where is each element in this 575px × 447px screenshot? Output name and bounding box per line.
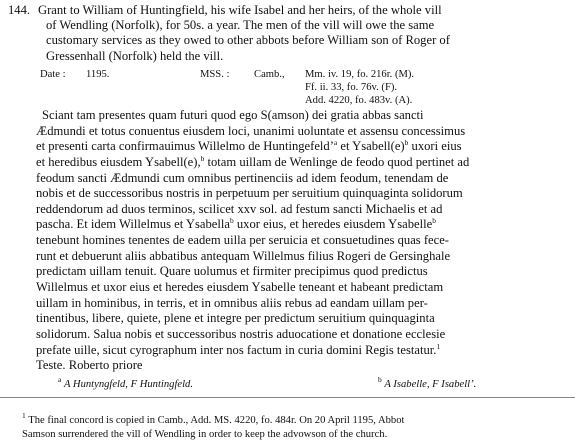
text-segment: et Ysabell(e) bbox=[337, 139, 405, 154]
text-segment: uxor eius, et heredes eiusdem Ysabelle bbox=[233, 217, 433, 232]
text-line bbox=[36, 155, 568, 171]
footnote-line bbox=[22, 428, 404, 442]
text-line bbox=[36, 171, 568, 187]
variant-mark: a bbox=[333, 138, 338, 148]
mss-entry: Mm. iv. 19, fo. 216r. (M). bbox=[305, 69, 415, 80]
text-line bbox=[36, 186, 568, 202]
entry-number: 144. bbox=[8, 3, 31, 17]
footnote-number: 1 bbox=[22, 411, 26, 420]
text-line bbox=[36, 108, 568, 124]
text-segment: predictam uillam tenuit. Quare uolumus et firmiter precipimus quod predictus bbox=[36, 264, 428, 279]
variant-note-text: A Isabelle, F Isabell’. bbox=[384, 379, 477, 390]
variant-note-mark: a bbox=[58, 375, 62, 384]
heading-line bbox=[8, 49, 570, 64]
text-segment: tenebunt homines tenentes de eadem uilla per seruicia et consuetudines quas fece- bbox=[36, 233, 449, 248]
heading-text: customary services as they owed to other abbots before William son of Roger of bbox=[46, 33, 450, 48]
text-segment: solidorum. Salua nobis et successoribus nostris aduocatione et donatione ecclesie bbox=[36, 326, 446, 341]
heading-line bbox=[8, 18, 570, 33]
footnote-text: The final concord is copied in Camb., Add. MS. 4220, fo. 484r. On 20 April 1195, Abbot bbox=[28, 415, 405, 426]
text-segment: prefate uille, sicut cyrographum inter nos factum in curia domini Regis testatur. bbox=[36, 342, 437, 357]
heading-line bbox=[8, 33, 570, 48]
text-line bbox=[36, 280, 568, 296]
mss-source: Camb., bbox=[254, 69, 285, 80]
heading-text: Grant to William of Huntingfield, his wife Isabel and her heirs, of the whole vill bbox=[38, 3, 442, 17]
variant-note-text: A Huntyngfeld, F Huntingfeld. bbox=[64, 379, 193, 390]
text-segment: et heredibus eiusdem Ysabell(e), bbox=[36, 154, 201, 169]
text-line bbox=[36, 311, 568, 327]
text-line bbox=[36, 124, 568, 140]
footnote-divider bbox=[0, 397, 575, 398]
mss-entry: Ff. ii. 33, fo. 76v. (F). bbox=[305, 82, 398, 93]
mss-label: MSS. : bbox=[200, 69, 230, 80]
variant-note-b bbox=[378, 375, 477, 392]
text-segment: uxori eius bbox=[408, 139, 462, 154]
text-line bbox=[36, 358, 568, 374]
heading-text: of Wendling (Norfolk), for 50s. a year. The men of the vill will owe the same bbox=[46, 18, 435, 33]
date-label: Date : bbox=[40, 69, 66, 80]
text-segment: runt et debuerunt aliis abbatibus antequam Willelmus filius Rogeri de Gersinghale bbox=[36, 248, 451, 263]
variant-note-mark: b bbox=[378, 375, 382, 384]
text-segment: reddendorum ad duos terminos, scilicet xxv sol. ad festum sancti Michaelis et ad bbox=[36, 201, 443, 216]
heading-line bbox=[8, 3, 570, 18]
variant-mark: b bbox=[432, 216, 436, 226]
text-segment: nobis et de successoribus nostris in perpetuum per seruitium quinquaginta solidorum bbox=[36, 186, 463, 201]
text-segment: uillam in hominibus, in terris, et in omnibus aliis rebus ad eandam uillam per- bbox=[36, 295, 428, 310]
mss-entry: Add. 4220, fo. 483v. (A). bbox=[305, 95, 413, 106]
text-line bbox=[36, 249, 568, 265]
text-line bbox=[36, 217, 568, 233]
footnote-mark: 1 bbox=[436, 341, 441, 351]
text-segment: feodum sancti Ædmundi cum omnibus pertinenciis ad idem feodum, tenendam de bbox=[36, 170, 449, 185]
text-segment: totam uillam de Wenlinge de feodo quod pertinet ad bbox=[204, 154, 470, 169]
text-segment: Willelmus et uxor eius et heredes eiusdem Ysabelle teneant et habeant predictam bbox=[36, 280, 444, 295]
variant-mark: b bbox=[229, 216, 234, 226]
footnote-text: Samson surrendered the vill of Wendling in order to keep the advowson of the church. bbox=[22, 429, 388, 440]
text-line bbox=[36, 264, 568, 280]
text-segment: Ædmundi et totus conuentus eiusdem loci, unanimi uoluntate et assensu concessimus bbox=[36, 123, 466, 138]
variant-mark: b bbox=[200, 153, 205, 163]
text-segment: Teste. Roberto priore bbox=[36, 358, 143, 373]
text-line bbox=[36, 296, 568, 312]
text-line bbox=[36, 139, 568, 155]
charter-text bbox=[36, 108, 568, 374]
text-segment: tinentibus, libere, quiete, plene et integre per predictum seruitium quinquaginta bbox=[36, 311, 435, 326]
text-line bbox=[36, 327, 568, 343]
variant-note-a bbox=[58, 375, 193, 392]
text-line bbox=[36, 202, 568, 218]
variant-mark: b bbox=[404, 138, 409, 148]
heading-text: Gressenhall (Norfolk) held the vill. bbox=[46, 48, 224, 63]
text-segment: et presenti carta confirmauimus Willelmo de Huntingefeld’ bbox=[36, 139, 334, 154]
text-segment: Sciant tam presentes quam futuri quod ego S(amson) dei gratia abbas sancti bbox=[42, 108, 424, 122]
text-segment: pascha. Et idem Willelmus et Ysabella bbox=[36, 217, 230, 232]
text-line bbox=[36, 343, 568, 359]
text-line bbox=[36, 233, 568, 249]
footnote-line bbox=[22, 411, 405, 428]
footnote bbox=[22, 411, 405, 442]
date-value: 1195. bbox=[86, 69, 110, 80]
entry-heading bbox=[8, 3, 570, 64]
